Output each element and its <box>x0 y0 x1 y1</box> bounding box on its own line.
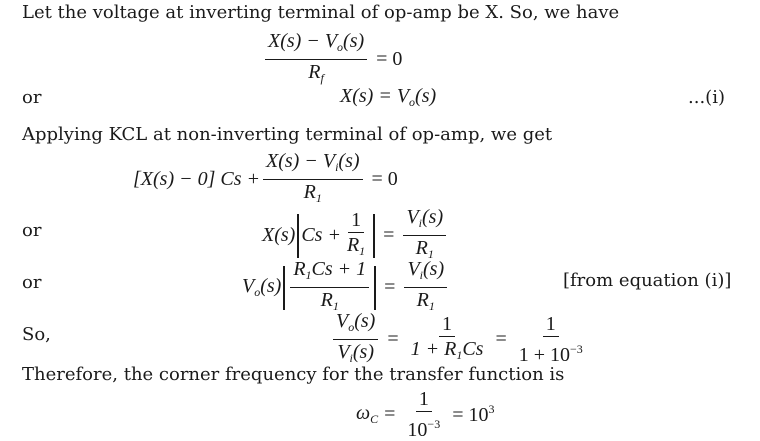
eq4-inner-num: 1 <box>348 209 364 233</box>
eq1-num-sub: o <box>337 40 344 54</box>
eq5-rnum: V <box>407 258 420 280</box>
eq3-den-sub: 1 <box>315 191 322 205</box>
equation-6 <box>330 310 589 369</box>
eq7-lhs: ω <box>356 402 371 424</box>
eq5-rnum-sub: i <box>419 268 424 282</box>
eq5-rden: R <box>416 289 429 311</box>
eq5-inner-fraction <box>290 258 369 317</box>
eq6-eq1: = <box>387 328 399 350</box>
label-or-1: or <box>22 87 42 108</box>
eq4-rden-sub: 1 <box>427 247 434 261</box>
eq1-fraction <box>265 30 367 89</box>
eq6-mid-fraction <box>408 313 487 366</box>
eq3-fraction <box>263 150 363 209</box>
eq1-num: X(s) − V <box>268 30 338 52</box>
eq5-eq: = <box>384 276 396 298</box>
eq6-eq2: = <box>495 328 507 350</box>
eq5-rden-sub: 1 <box>428 299 435 313</box>
eq6-lden-sub: i <box>349 351 353 365</box>
eq5-pre-tail: (s) <box>260 275 282 297</box>
kcl-text: Applying KCL at non-inverting terminal of op-amp, we get <box>22 124 553 145</box>
eq7-eq: = <box>384 403 396 425</box>
eq6-right-fraction <box>516 313 586 366</box>
eq1-den: R <box>308 61 321 83</box>
eq6-rden-sup: −3 <box>570 342 583 356</box>
eq4-right-bracket <box>373 214 375 258</box>
eq3-num-sub: i <box>335 160 339 174</box>
eq4-rnum-tail: (s) <box>422 206 444 228</box>
eq6-left-fraction <box>333 310 378 369</box>
eq4-left-bracket <box>297 214 299 258</box>
eq7-fraction <box>404 388 443 441</box>
eq7-den-sup: −3 <box>427 417 441 431</box>
label-or-3: or <box>22 272 42 293</box>
eq4-eq: = <box>383 224 395 246</box>
eq5-rnum-tail: (s) <box>423 258 445 280</box>
eq7-lhs-sub: C <box>370 412 379 426</box>
eq5-right-bracket <box>374 266 376 310</box>
eq5-inner-den-sub: 1 <box>332 299 339 313</box>
eq7-num: 1 <box>416 388 432 412</box>
eq2-lhs-sub: o <box>409 95 416 109</box>
eq4-inner: Cs + <box>301 224 341 246</box>
therefore-text: Therefore, the corner frequency for the transfer function is <box>22 364 565 385</box>
eq6-lden: V <box>337 341 350 363</box>
eq6-mden-tail: Cs <box>462 338 484 360</box>
eq3-num: X(s) − V <box>266 150 336 172</box>
eq3-num-tail: (s) <box>338 150 360 172</box>
eq4-pre: X(s) <box>262 224 296 246</box>
eq5-inner-num-sub: 1 <box>305 268 312 282</box>
eq5-right-fraction <box>404 258 447 317</box>
label-or-2: or <box>22 220 42 241</box>
eq6-mnum: 1 <box>439 313 455 337</box>
equation-3 <box>133 150 404 209</box>
label-so: So, <box>22 324 51 345</box>
eq6-lden-tail: (s) <box>352 341 374 363</box>
eq4-inner-den-sub: 1 <box>359 244 366 258</box>
eq6-lnum-tail: (s) <box>354 310 376 332</box>
eq7-rhs: = 10 <box>452 404 489 426</box>
eq6-rden: 1 + 10 <box>518 344 571 366</box>
eq1-den-sub: f <box>320 71 324 85</box>
eq6-lnum-sub: o <box>348 320 355 334</box>
eq4-inner-den: R <box>346 234 360 256</box>
eq5-pre-sub: o <box>254 285 261 299</box>
eq7-den: 10 <box>407 419 428 441</box>
eq3-pre: [X(s) − 0] Cs + <box>133 168 261 190</box>
eq4-inner-fraction <box>344 209 368 262</box>
eq7-rhs-sup: 3 <box>488 402 495 416</box>
intro-text: Let the voltage at inverting terminal of op-amp be X. So, we have <box>22 2 620 23</box>
equation-5 <box>242 258 450 317</box>
eq5-inner-den: R <box>320 289 333 311</box>
eq1-num-tail: (s) <box>343 30 365 52</box>
eq5-pre: V <box>242 275 255 297</box>
eq3-rhs: = 0 <box>371 168 398 190</box>
eq2-lhs-tail: (s) <box>415 85 437 107</box>
eq6-lnum: V <box>336 310 349 332</box>
eq3-den: R <box>303 181 316 203</box>
eq5-inner-num-tail: Cs + 1 <box>311 258 367 280</box>
eq4-rnum: V <box>406 206 419 228</box>
equation-1 <box>262 30 408 89</box>
eq6-rnum: 1 <box>543 313 559 337</box>
eq1-rhs: = 0 <box>376 48 403 70</box>
tag-from-equation: [from equation (i)] <box>563 270 732 291</box>
eq6-mden: 1 + R <box>410 338 457 360</box>
tag-equation-i: ...(i) <box>688 87 725 108</box>
equation-7 <box>356 388 500 441</box>
eq5-left-bracket <box>283 266 285 310</box>
equation-4 <box>262 206 449 265</box>
eq6-mden-sub: 1 <box>456 348 463 362</box>
eq2-lhs: X(s) = V <box>340 85 410 107</box>
eq4-rnum-sub: i <box>418 216 423 230</box>
eq5-inner-num: R <box>293 258 306 280</box>
equation-2 <box>340 85 436 110</box>
eq4-rden: R <box>415 237 428 259</box>
eq4-right-fraction <box>403 206 446 265</box>
